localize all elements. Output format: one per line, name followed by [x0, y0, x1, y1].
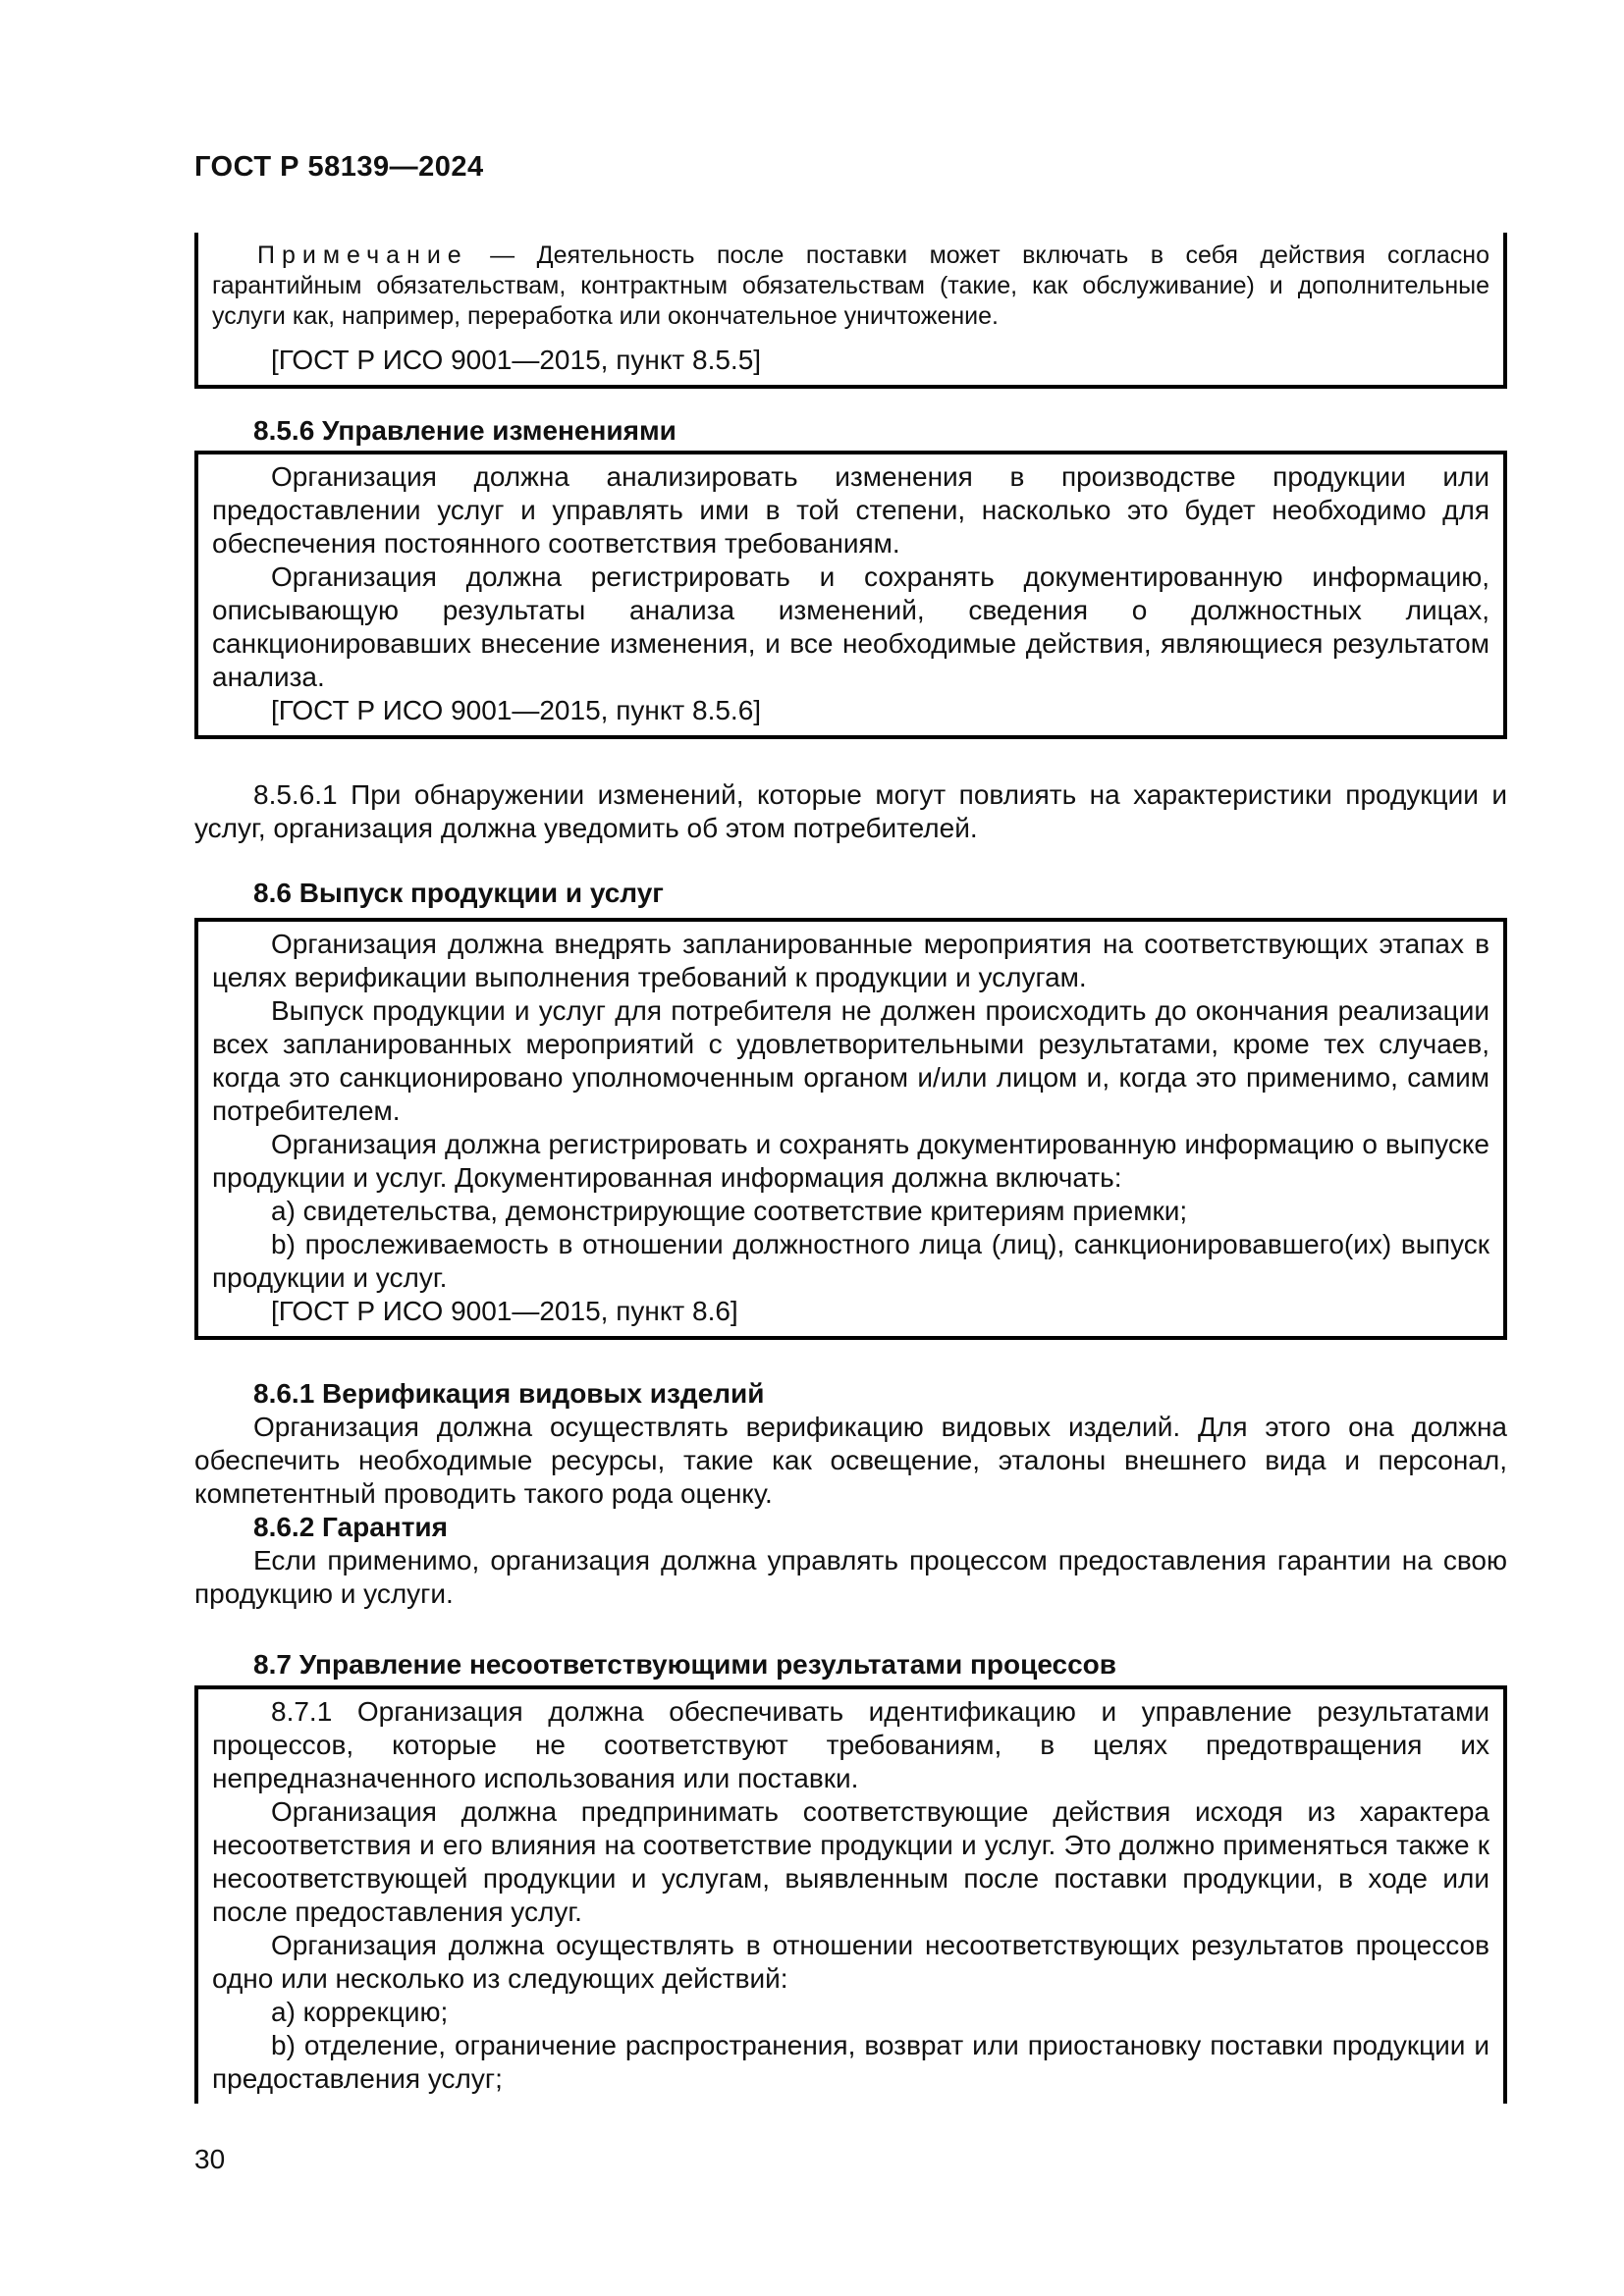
- clause-8-5-6-1: 8.5.6.1 При обнаружении изменений, которые могут повлиять на характеристики продукции и услуг, организация должна уведомить об этом потребителей.: [194, 779, 1507, 843]
- heading-8-6-2: 8.6.2 Гарантия: [253, 1512, 448, 1542]
- note-text: — Деятельность после поставки может включать в себя действия согласно гарантийным обязательствам, контрактным обязательствам (такие, как обслуживание) и дополнительные услуги как, например, переработка или окончательное уничтожение.: [212, 241, 1489, 330]
- list-item-b: b) прослеживаемость в отношении должностного лица (лиц), санкционировавшего(их) выпуск продукции и услуг.: [212, 1229, 1489, 1293]
- heading-8-6-1: 8.6.1 Верификация видовых изделий: [253, 1378, 765, 1409]
- heading-8-5-6: 8.5.6 Управление изменениями: [253, 415, 677, 446]
- paragraph: 8.7.1 Организация должна обеспечивать идентификацию и управление результатами процессов, которые не соответствуют требованиям, в целях предотвращения их непредназначенного использования или поставки.: [212, 1696, 1489, 1793]
- note-paragraph: [212, 240, 1489, 332]
- list-item-a: a) свидетельства, демонстрирующие соответствие критериям приемки;: [271, 1196, 1188, 1226]
- paragraph: Выпуск продукции и услуг для потребителя не должен происходить до окончания реализации всех запланированных мероприятий с удовлетворительными результатами, кроме тех случаев, когда это санкционировано уполномоченным органом и/или лицом и, когда это применимо, самим потребителем.: [212, 995, 1489, 1126]
- citation-8-6: [ГОСТ Р ИСО 9001—2015, пункт 8.6]: [271, 1296, 738, 1326]
- note-box-8-5-5: [194, 233, 1507, 389]
- citation-8-5-6: [ГОСТ Р ИСО 9001—2015, пункт 8.5.6]: [271, 695, 762, 725]
- box-8-5-6: [194, 451, 1507, 739]
- paragraph: Организация должна предпринимать соответствующие действия исходя из характера несоответствия и его влияния на соответствие продукции и услуг. Это должно применяться также к несоответствующей продукции и услугам, выявленным после поставки продукции, в ходе или после предоставления услуг.: [212, 1796, 1489, 1927]
- paragraph: Организация должна анализировать изменения в производстве продукции или предоставлении услуг и управлять ими в той степени, насколько это будет необходимо для обеспечения постоянного соответствия требованиям.: [212, 461, 1489, 559]
- list-item-a: a) коррекцию;: [271, 1997, 449, 2027]
- heading-8-7: 8.7 Управление несоответствующими результатами процессов: [253, 1649, 1116, 1680]
- note-label: Примечание: [257, 241, 468, 269]
- box-8-6: [194, 918, 1507, 1340]
- paragraph-8-6-2: Если применимо, организация должна управлять процессом предоставления гарантии на свою продукцию и услуги.: [194, 1545, 1507, 1609]
- citation-8-5-5: [ГОСТ Р ИСО 9001—2015, пункт 8.5.5]: [271, 345, 762, 375]
- paragraph-8-6-1: Организация должна осуществлять верификацию видовых изделий. Для этого она должна обеспечить необходимые ресурсы, такие как освещение, эталоны внешнего вида и персонал, компетентный проводить такого рода оценку.: [194, 1412, 1507, 1509]
- list-item-b: b) отделение, ограничение распространения, возврат или приостановку поставки продукции и предоставления услуг;: [212, 2030, 1489, 2094]
- paragraph: Организация должна регистрировать и сохранять документированную информацию, описывающую результаты анализа изменений, сведения о должностных лицах, санкционировавших внесение изменения, и все необходимые действия, являющиеся результатом анализа.: [212, 561, 1489, 692]
- box-8-7: [194, 1685, 1507, 2104]
- heading-8-6: 8.6 Выпуск продукции и услуг: [253, 878, 664, 908]
- paragraph: Организация должна внедрять запланированные мероприятия на соответствующих этапах в целях верификации выполнения требований к продукции и услугам.: [212, 929, 1489, 992]
- paragraph: Организация должна регистрировать и сохранять документированную информацию о выпуске продукции и услуг. Документированная информация должна включать:: [212, 1129, 1489, 1193]
- paragraph: Организация должна осуществлять в отношении несоответствующих результатов процессов одно или несколько из следующих действий:: [212, 1930, 1489, 1994]
- running-header: ГОСТ Р 58139—2024: [194, 151, 484, 183]
- page-number: 30: [194, 2144, 226, 2174]
